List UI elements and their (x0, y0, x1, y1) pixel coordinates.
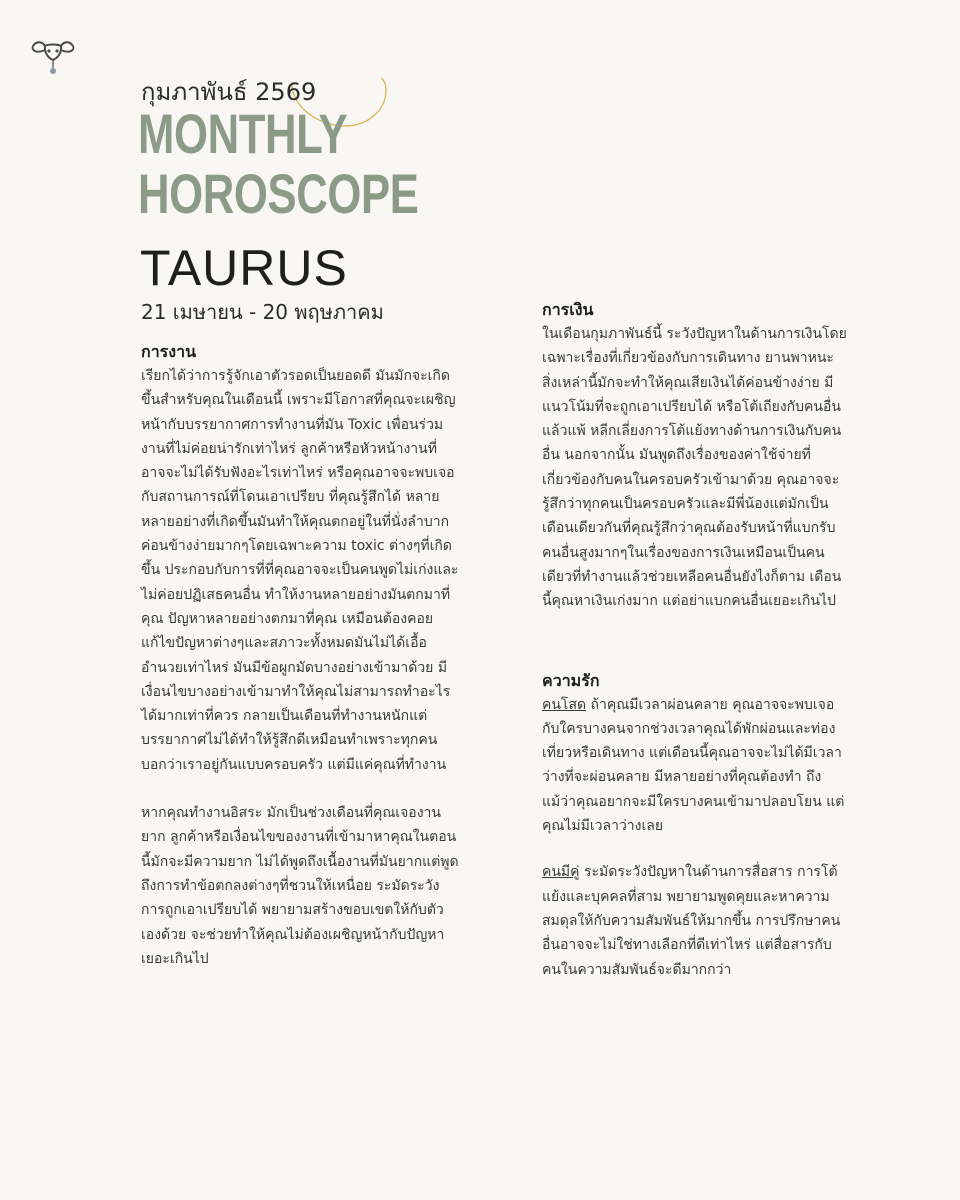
love-section (542, 669, 848, 982)
zodiac-sign: TAURUS (140, 240, 348, 296)
work-heading: การงาน (141, 342, 196, 361)
couple-label: คนมีคู่ (542, 864, 580, 881)
single-text: ถ้าคุณมีเวลาผ่อนคลาย คุณอาจจะพบเจอกับใครบางคนจากช่วงเวลาคุณได้พักผ่อนและท่องเที่ยวหรือเดินทาง แต่เดือนนี้คุณอาจจะไม่ได้มีเวลาว่างที่จะผ่อนคลาย มีหลายอย่างที่คุณต้องทำ ถึงแม้ว่าคุณอยากจะมีใครบางคนเข้ามาปลอบโยน แต่คุณไม่มีเวลาว่างเลย (542, 696, 845, 835)
love-heading: ความรัก (542, 670, 600, 690)
love-single-paragraph (542, 693, 848, 839)
work-paragraph-1: เรียกได้ว่าการรู้จักเอาตัวรอดเป็นยอดดี มันมักจะเกิดขึ้นสำหรับคุณในเดือนนี้ เพราะมีโอกาสที่คุณจะเผชิญหน้ากับบรรยากาศการทำงานที่มัน Toxic เพื่อนร่วมงานที่ไม่ค่อยน่ารักเท่าไหร่ ลูกค้าหรือหัวหน้างานที่อาจจะไม่ได้รับฟังอะไรเท่าไหร่ หรือคุณอาจจะพบเจอกับสถานการณ์ที่โดนเอาเปรียบ ที่คุณรู้สึกได้ หลายหลายอย่างที่เกิดขึ้นมันทำให้คุณตกอยู่ในที่นั่งลำบากค่อนข้างง่ายมากๆโดยเฉพาะความ toxic ต่างๆที่เกิดขึ้น ประกอบกับการที่ที่คุณอาจจะเป็นคนพูดไม่เก่งและไม่ค่อยปฏิเสธคนอื่น ทำให้งานหลายอย่างมันตกมาที่คุณ ปัญหาหลายอย่างตกมาที่คุณ เหมือนต้องคอยแก้ไขปัญหาต่างๆและสภาวะทั้งหมดมันไม่ได้เอื้ออำนวยเท่าไหร่ มันมีข้อผูกมัดบางอย่างเข้ามาด้วย มีเงื่อนไขบางอย่างเข้ามาทำให้คุณไม่สามารถทำอะไรได้มากเท่าที่ควร กลายเป็นเดือนที่ทำงานหนักแต่บรรยากาศไม่ได้ทำให้รู้สึกดีเหมือนทำเพราะทุกคนบอกว่าเราอยู่กันแบบครอบครัว แต่มีแค่คุณที่ทำงาน (141, 368, 459, 773)
date-range: 21 เมษายน - 20 พฤษภาคม (141, 300, 384, 324)
work-paragraph-2: หากคุณทำงานอิสระ มักเป็นช่วงเดือนที่คุณเจองานยาก ลูกค้าหรือเงื่อนไขของงานที่เข้ามาหาคุณในตอนนี้มักจะมีความยาก ไม่ได้พูดถึงเนื้องานที่มันยากแต่พูดถึงการทำข้อตกลงต่างๆที่ชวนให้เหนื่อย ระมัดระวังการถูกเอาเปรียบได้ พยายามสร้างขอบเขตให้กับตัวเองด้วย จะช่วยทำให้คุณไม่ต้องเผชิญหน้ากับปัญหาเยอะเกินไป (141, 805, 459, 967)
title-line-2: HOROSCOPE (138, 162, 419, 225)
finance-paragraph: ในเดือนกุมภาพันธ์นี้ ระวังปัญหาในด้านการเงินโดยเฉพาะเรื่องที่เกี่ยวข้องกับการเดินทาง ยานพาหนะ สิ่งเหล่านี้มักจะทำให้คุณเสียเงินได้ค่อนข้างง่าย มีแนวโน้มที่จะถูกเอาเปรียบได้ หรือโต้เถียงกับคนอื่นแล้วแพ้ หลีกเลี่ยงการโต้แย้งทางด้านการเงินกับคนอื่น นอกจากนั้น มันพูดถึงเรื่องของค่าใช้จ่ายที่เกี่ยวข้องกับคนในครอบครัวเข้ามาด้วย คุณอาจจะรู้สึกว่าทุกคนเป็นครอบครัวและมีพี่น้องแต่มักเป็นเดือนเดียวกันที่คุณรู้สึกว่าคุณต้องรับหน้าที่แบกรับคนอื่นสูงมากๆในเรื่องของการเงินเหมือนเป็นคนเดียวที่ทำงานแล้วช่วยเหลือคนอื่นยังไงก็ตาม เดือนนี้คุณหาเงินเก่งมาก แต่อย่าแบกคนอื่นเยอะเกินไป (542, 326, 847, 610)
finance-heading: การเงิน (542, 300, 594, 319)
work-section (141, 340, 461, 971)
month-label: กุมภาพันธ์ 2569 (141, 78, 317, 106)
page-title (138, 104, 418, 224)
love-couple-paragraph (542, 860, 848, 981)
right-column (542, 298, 848, 982)
taurus-bull-icon (30, 38, 76, 78)
finance-section (542, 298, 848, 614)
couple-text: ระมัดระวังปัญหาในด้านการสื่อสาร การโต้แย้งและบุคคลที่สาม พยายามพูดคุยและหาความสมดุลให้กับความสัมพันธ์ให้มากขึ้น การปรึกษาคนอื่นอาจจะไม่ใช่ทางเลือกที่ดีเท่าไหร่ แต่สื่อสารกับคนในความสัมพันธ์จะดีมากกว่า (542, 864, 841, 978)
title-line-1: MONTHLY (138, 102, 348, 165)
single-label: คนโสด (542, 696, 587, 713)
